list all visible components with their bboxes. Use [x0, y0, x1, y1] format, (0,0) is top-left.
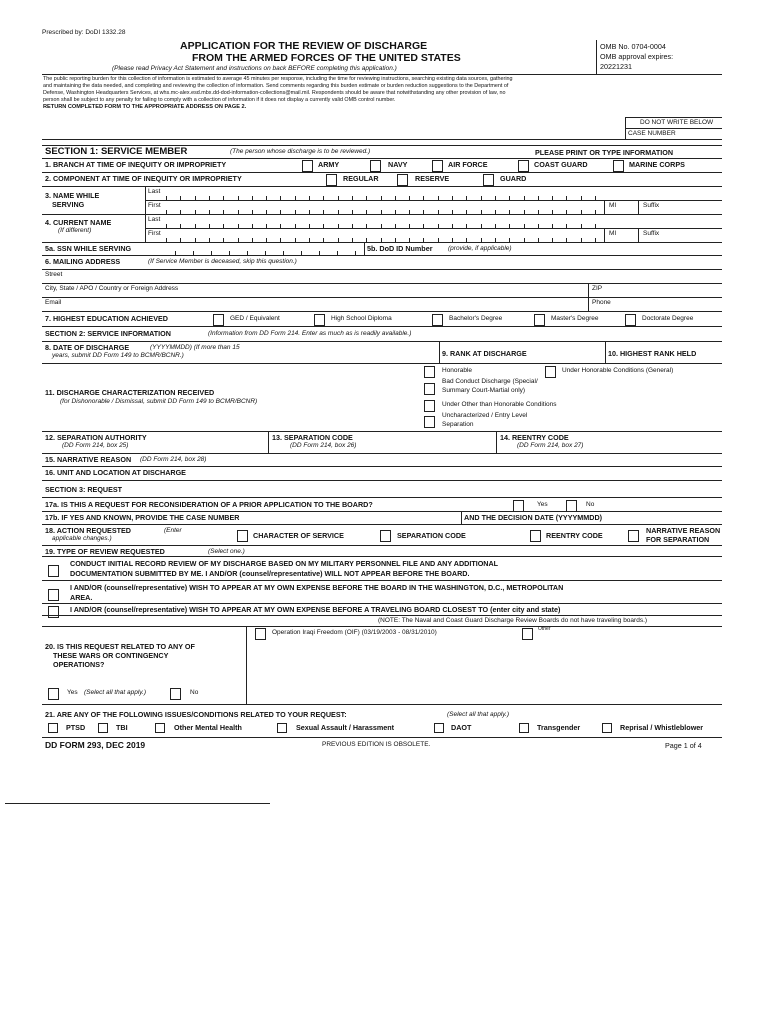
mi-suffix-divider [638, 200, 639, 214]
char-cell-tick [295, 210, 296, 214]
section-1-note: (The person whose discharge is to be reviewed.) [230, 148, 371, 155]
action-character-checkbox[interactable] [237, 530, 248, 542]
issue-daot-checkbox[interactable] [434, 723, 444, 733]
edu-doctorate-label: Doctorate Degree [642, 315, 694, 322]
char-cell-tick [481, 210, 482, 214]
edu-ged-label: GED / Equivalent [230, 315, 280, 322]
char-cell-tick [266, 238, 267, 242]
q20-label-1: 20. IS THIS REQUEST RELATED TO ANY OF [45, 642, 195, 651]
q5b-note: (provide, if applicable) [448, 245, 512, 252]
char-bcd-label-2: Summary Court-Martial only) [442, 387, 526, 394]
char-cell-tick [566, 238, 567, 242]
oif-checkbox[interactable] [255, 628, 266, 640]
page-number: Page 1 of 4 [665, 741, 702, 750]
q16-label: 16. UNIT AND LOCATION AT DISCHARGE [45, 468, 186, 477]
edu-highschool-label: High School Diploma [331, 315, 392, 322]
char-bcd-checkbox[interactable] [424, 383, 435, 395]
char-cell-tick [409, 196, 410, 200]
traveling-board-note: (NOTE: The Naval and Coast Guard Discharge Review Boards do not have traveling boards.) [378, 617, 648, 624]
char-cell-tick [538, 210, 539, 214]
omb-expiration-date: 20221231 [600, 62, 632, 71]
char-cell-tick [524, 196, 525, 200]
char-honorable-label: Honorable [442, 367, 472, 374]
issue-tbi-label: TBI [116, 723, 128, 732]
char-cell-tick [409, 210, 410, 214]
char-cell-tick [252, 224, 253, 228]
char-cell-tick [209, 238, 210, 242]
q17b-label: 17b. IF YES AND KNOWN, PROVIDE THE CASE NUMBER [45, 513, 240, 522]
char-cell-tick [395, 196, 396, 200]
char-cell-tick [195, 224, 196, 228]
q8-label: 8. DATE OF DISCHARGE [45, 343, 130, 352]
q3-last-label: Last [148, 188, 161, 195]
char-cell-tick [438, 224, 439, 228]
char-cell-tick [238, 210, 239, 214]
char-cell-tick [166, 224, 167, 228]
prescribed-by: Prescribed by: DoDI 1332.28 [42, 29, 126, 36]
char-cell-tick [423, 210, 424, 214]
char-cell-tick [438, 196, 439, 200]
char-cell-tick [481, 238, 482, 242]
action-narrative-checkbox[interactable] [628, 530, 639, 542]
char-cell-tick [238, 238, 239, 242]
char-cell-tick [323, 238, 324, 242]
char-unc-checkbox[interactable] [424, 416, 435, 428]
edu-highschool-checkbox[interactable] [314, 314, 325, 326]
char-cell-tick [452, 238, 453, 242]
q18-note-1: (Enter [164, 527, 182, 534]
char-cell-tick [223, 196, 224, 200]
char-cell-tick [166, 196, 167, 200]
edu-bachelor-checkbox[interactable] [432, 314, 443, 326]
q3-first-label: First [148, 202, 161, 209]
q1-label: 1. BRANCH AT TIME OF INEQUITY OR IMPROPRIETY [45, 160, 227, 169]
char-cell-tick [252, 196, 253, 200]
q4-last-label: Last [148, 216, 161, 223]
char-cell-tick [552, 238, 553, 242]
char-cell-tick [209, 210, 210, 214]
char-cell-tick [524, 238, 525, 242]
char-cell-tick [352, 224, 353, 228]
branch-navy-checkbox[interactable] [370, 160, 381, 172]
char-cell-tick [466, 210, 467, 214]
branch-airforce-checkbox[interactable] [432, 160, 443, 172]
char-cell-tick [566, 224, 567, 228]
city-label: City, State / APO / Country or Foreign Address [45, 285, 179, 292]
q4-mi-label: MI [609, 230, 617, 237]
q17a-no-label: No [586, 501, 595, 508]
component-regular-label: REGULAR [343, 174, 379, 183]
mi-suffix-divider [604, 200, 605, 214]
char-cell-tick [381, 238, 382, 242]
q9-label: 9. RANK AT DISCHARGE [442, 349, 527, 358]
q20-no-checkbox[interactable] [170, 688, 181, 700]
char-cell-tick [395, 224, 396, 228]
char-cell-tick [309, 224, 310, 228]
oif-label: Operation Iraqi Freedom (OIF) (03/19/2003 - 08/31/2010) [272, 629, 437, 636]
issue-ptsd-checkbox[interactable] [48, 723, 58, 733]
char-cell-tick [423, 224, 424, 228]
action-character-label: CHARACTER OF SERVICE [253, 531, 344, 540]
char-cell-tick [395, 210, 396, 214]
char-cell-tick [252, 238, 253, 242]
char-cell-tick [538, 238, 539, 242]
char-cell-tick [381, 210, 382, 214]
q3-label-1: 3. NAME WHILE [45, 191, 100, 200]
q3-mi-label: MI [609, 202, 617, 209]
edu-master-checkbox[interactable] [534, 314, 545, 326]
char-cell-tick [366, 210, 367, 214]
char-cell-tick [166, 210, 167, 214]
section-3-title: SECTION 3: REQUEST [45, 485, 123, 494]
other-operation-label: Other [538, 626, 551, 632]
burden-line-3: Defense, Washington Headquarters Services, at whs.mc-alex.esd.mbx.dd-dod-information-collections@mail.mil. Respondents should be aware that notwithstanding any other provision of law, no [43, 90, 506, 96]
char-cell-tick [466, 196, 467, 200]
q19-label: 19. TYPE OF REVIEW REQUESTED [45, 547, 165, 556]
component-reserve-label: RESERVE [415, 174, 450, 183]
char-cell-tick [495, 224, 496, 228]
char-general-label: Under Honorable Conditions (General) [562, 367, 674, 374]
mi-suffix-divider [604, 228, 605, 242]
q13-note: (DD Form 214, box 26) [290, 442, 357, 449]
char-cell-tick [524, 210, 525, 214]
char-cell-tick [366, 224, 367, 228]
email-label: Email [45, 299, 62, 306]
issue-reprisal-label: Reprisal / Whistleblower [620, 723, 704, 732]
issue-ptsd-label: PTSD [66, 723, 86, 732]
issue-mental-checkbox[interactable] [155, 723, 165, 733]
char-cell-tick [552, 224, 553, 228]
edu-bachelor-label: Bachelor's Degree [449, 315, 503, 322]
char-cell-tick [509, 210, 510, 214]
return-instructions: RETURN COMPLETED FORM TO THE APPROPRIATE ADDRESS ON PAGE 2. [43, 104, 247, 110]
branch-marines-checkbox[interactable] [613, 160, 624, 172]
section-2-note: (Information from DD Form 214. Enter as much as is readily available.) [208, 330, 412, 337]
char-cell-tick [195, 238, 196, 242]
q21-label: 21. ARE ANY OF THE FOLLOWING ISSUES/CONDITIONS RELATED TO YOUR REQUEST: [45, 710, 347, 719]
char-cell-tick [180, 210, 181, 214]
review-records-label-1: CONDUCT INITIAL RECORD REVIEW OF MY DISCHARGE BASED ON MY MILITARY PERSONNEL FILE AND ANY ADDITIONAL [70, 559, 499, 568]
char-cell-tick [338, 196, 339, 200]
component-regular-checkbox[interactable] [326, 174, 337, 186]
component-guard-checkbox[interactable] [483, 174, 494, 186]
q14-note: (DD Form 214, box 27) [517, 442, 584, 449]
char-cell-tick [481, 196, 482, 200]
issue-assault-label: Sexual Assault / Harassment [296, 723, 395, 732]
char-cell-tick [309, 196, 310, 200]
char-cell-tick [352, 210, 353, 214]
edu-doctorate-checkbox[interactable] [625, 314, 636, 326]
char-oth-checkbox[interactable] [424, 400, 435, 412]
char-cell-tick [595, 196, 596, 200]
char-cell-tick [495, 238, 496, 242]
q5a-label: 5a. SSN WHILE SERVING [45, 244, 132, 253]
section-1-title: SECTION 1: SERVICE MEMBER [45, 146, 188, 157]
char-cell-tick [595, 238, 596, 242]
q20-yes-label: Yes [67, 689, 78, 696]
char-cell-tick [180, 224, 181, 228]
q6-label: 6. MAILING ADDRESS [45, 257, 121, 266]
q20-label-3: OPERATIONS? [53, 660, 105, 669]
q20-label-2: THESE WARS OR CONTINGENCY [53, 651, 169, 660]
q3-label-2: SERVING [52, 200, 85, 209]
char-cell-tick [495, 210, 496, 214]
char-cell-tick [595, 210, 596, 214]
char-cell-tick [238, 224, 239, 228]
form-title-1: APPLICATION FOR THE REVIEW OF DISCHARGE [180, 40, 428, 52]
q11-label: 11. DISCHARGE CHARACTERIZATION RECEIVED [45, 388, 215, 397]
char-cell-tick [509, 224, 510, 228]
char-cell-tick [366, 238, 367, 242]
char-cell-tick [266, 210, 267, 214]
q6-note: (If Service Member is deceased, skip this question.) [148, 258, 297, 265]
char-cell-tick [581, 210, 582, 214]
char-cell-tick [323, 224, 324, 228]
char-cell-tick [209, 196, 210, 200]
char-cell-tick [338, 238, 339, 242]
char-cell-tick [509, 196, 510, 200]
char-cell-tick [180, 196, 181, 200]
edu-master-label: Master's Degree [551, 315, 599, 322]
action-narrative-label-1: NARRATIVE REASON [646, 526, 721, 535]
char-cell-tick [423, 238, 424, 242]
char-cell-tick [166, 238, 167, 242]
char-cell-tick [452, 210, 453, 214]
char-cell-tick [323, 196, 324, 200]
char-cell-tick [581, 196, 582, 200]
char-cell-tick [409, 224, 410, 228]
q12-note: (DD Form 214, box 25) [62, 442, 129, 449]
char-cell-tick [238, 196, 239, 200]
char-cell-tick [280, 224, 281, 228]
branch-airforce-label: AIR FORCE [448, 160, 488, 169]
burden-line-4: person shall be subject to any penalty for failing to comply with a collection of information if it does not display a currently valid OMB control number. [43, 97, 396, 103]
char-cell-tick [195, 196, 196, 200]
char-cell-tick [266, 196, 267, 200]
q11-note: (for Dishonorable / Dismissal, submit DD Form 149 to BCMR/BCNR) [60, 398, 258, 405]
char-cell-tick [524, 224, 525, 228]
char-cell-tick [338, 224, 339, 228]
q4-label-1: 4. CURRENT NAME [45, 218, 112, 227]
q2-label: 2. COMPONENT AT TIME OF INEQUITY OR IMPROPRIETY [45, 174, 242, 183]
q12-label: 12. SEPARATION AUTHORITY [45, 433, 147, 442]
char-general-checkbox[interactable] [545, 366, 556, 378]
q21-note: (Select all that apply.) [447, 711, 510, 718]
char-cell-tick [552, 210, 553, 214]
other-operation-checkbox[interactable] [522, 628, 533, 640]
action-sepcode-checkbox[interactable] [380, 530, 391, 542]
footnote-separator [5, 803, 270, 804]
q7-label: 7. HIGHEST EDUCATION ACHIEVED [45, 314, 168, 323]
q4-suffix-label: Suffix [643, 230, 660, 237]
component-guard-label: GUARD [500, 174, 527, 183]
form-title-2: FROM THE ARMED FORCES OF THE UNITED STATES [192, 52, 461, 64]
char-unc-label-2: Separation [442, 421, 474, 428]
omb-number: OMB No. 0704-0004 [600, 42, 666, 51]
char-cell-tick [266, 224, 267, 228]
char-cell-tick [295, 224, 296, 228]
review-dc-checkbox[interactable] [48, 589, 59, 601]
char-cell-tick [381, 224, 382, 228]
issue-tbi-checkbox[interactable] [98, 723, 108, 733]
review-traveling-label: I AND/OR (counsel/representative) WISH TO APPEAR AT MY OWN EXPENSE BEFORE A TRAVELING BOARD CLOSEST TO (enter city and state) [70, 605, 561, 614]
char-cell-tick [223, 210, 224, 214]
branch-army-label: ARMY [318, 160, 340, 169]
char-cell-tick [352, 196, 353, 200]
mi-suffix-divider [638, 228, 639, 242]
char-cell-tick [466, 238, 467, 242]
edition-note: PREVIOUS EDITION IS OBSOLETE. [322, 741, 431, 748]
char-cell-tick [223, 238, 224, 242]
omb-expiration-label: OMB approval expires: [600, 52, 674, 61]
char-cell-tick [452, 196, 453, 200]
issue-mental-label: Other Mental Health [174, 723, 242, 732]
char-cell-tick [180, 238, 181, 242]
char-cell-tick [509, 238, 510, 242]
issue-daot-label: DAOT [451, 723, 472, 732]
char-cell-tick [366, 196, 367, 200]
char-cell-tick [538, 224, 539, 228]
q3-suffix-label: Suffix [643, 202, 660, 209]
char-cell-tick [252, 210, 253, 214]
issue-transgender-checkbox[interactable] [519, 723, 529, 733]
q19-note: (Select one.) [208, 548, 245, 555]
char-cell-tick [581, 238, 582, 242]
review-dc-label-1: I AND/OR (counsel/representative) WISH TO APPEAR AT MY OWN EXPENSE BEFORE THE BOARD IN THE WASHINGTON, D.C., METROPOLITAN [70, 583, 564, 592]
q17a-label: 17a. IS THIS A REQUEST FOR RECONSIDERATION OF A PRIOR APPLICATION TO THE BOARD? [45, 500, 373, 509]
char-cell-tick [552, 196, 553, 200]
char-cell-tick [409, 238, 410, 242]
case-number-label: CASE NUMBER [628, 130, 676, 137]
char-cell-tick [280, 210, 281, 214]
q20-no-label: No [190, 689, 199, 696]
char-unc-label-1: Uncharacterized / Entry Level [442, 412, 528, 419]
char-cell-tick [295, 196, 296, 200]
q20-yes-checkbox[interactable] [48, 688, 59, 700]
q15-label: 15. NARRATIVE REASON [45, 455, 132, 464]
char-cell-tick [466, 224, 467, 228]
char-cell-tick [209, 224, 210, 228]
char-cell-tick [595, 224, 596, 228]
branch-army-checkbox[interactable] [302, 160, 313, 172]
char-honorable-checkbox[interactable] [424, 366, 435, 378]
char-cell-tick [438, 210, 439, 214]
q20-yes-note: (Select all that apply.) [84, 689, 147, 696]
char-oth-label: Under Other than Honorable Conditions [442, 401, 557, 408]
q5b-label: 5b. DoD ID Number [367, 244, 433, 253]
char-cell-tick [395, 238, 396, 242]
action-reentry-checkbox[interactable] [530, 530, 541, 542]
component-reserve-checkbox[interactable] [397, 174, 408, 186]
q18-note-2: applicable changes.) [52, 535, 112, 542]
char-cell-tick [309, 238, 310, 242]
char-cell-tick [280, 196, 281, 200]
char-cell-tick [438, 238, 439, 242]
branch-navy-label: NAVY [388, 160, 408, 169]
do-not-write-label: DO NOT WRITE BELOW [640, 119, 714, 126]
branch-coastguard-checkbox[interactable] [518, 160, 529, 172]
street-label: Street [45, 271, 63, 278]
char-cell-tick [495, 196, 496, 200]
char-cell-tick [566, 210, 567, 214]
char-cell-tick [352, 238, 353, 242]
q17a-yes-label: Yes [537, 501, 548, 508]
branch-marines-label: MARINE CORPS [629, 160, 685, 169]
action-sepcode-label: SEPARATION CODE [397, 531, 466, 540]
review-records-checkbox[interactable] [48, 565, 59, 577]
review-traveling-checkbox[interactable] [48, 606, 59, 618]
q15-note: (DD Form 214, box 28) [140, 456, 207, 463]
char-cell-tick [309, 210, 310, 214]
q13-label: 13. SEPARATION CODE [272, 433, 353, 442]
q4-first-label: First [148, 230, 161, 237]
burden-line-2: and maintaining the data needed, and completing and reviewing the collection of information. Send comments regarding this burden estimate or burden reduction suggestions to the Department of [43, 83, 509, 89]
section-2-title: SECTION 2: SERVICE INFORMATION [45, 329, 171, 338]
burden-line-1: The public reporting burden for this collection of information is estimated to average 45 minutes per response, including the time for reviewing instructions, searching existing data sources, gathering [43, 76, 513, 82]
issue-assault-checkbox[interactable] [277, 723, 287, 733]
q8-note-1: (YYYYMMDD) (If more than 15 [150, 344, 240, 351]
char-cell-tick [581, 224, 582, 228]
char-cell-tick [280, 238, 281, 242]
q14-label: 14. REENTRY CODE [500, 433, 569, 442]
print-type-note: PLEASE PRINT OR TYPE INFORMATION [535, 148, 674, 157]
form-subtitle: (Please read Privacy Act Statement and instructions on back BEFORE completing this application.) [112, 65, 397, 72]
q18-label: 18. ACTION REQUESTED [45, 526, 131, 535]
review-dc-label-2: AREA. [70, 593, 93, 602]
char-cell-tick [323, 210, 324, 214]
issue-reprisal-checkbox[interactable] [602, 723, 612, 733]
branch-coastguard-label: COAST GUARD [534, 160, 588, 169]
phone-label: Phone [592, 299, 611, 306]
char-cell-tick [452, 224, 453, 228]
review-records-label-2: DOCUMENTATION SUBMITTED BY ME. I AND/OR (counsel/representative) WILL NOT APPEAR BEFORE THE BOARD. [70, 569, 470, 578]
q10-label: 10. HIGHEST RANK HELD [608, 349, 697, 358]
q8-note-2: years, submit DD Form 149 to BCMR/BCNR.) [52, 352, 184, 359]
char-cell-tick [481, 224, 482, 228]
form-number: DD FORM 293, DEC 2019 [45, 740, 146, 750]
char-bcd-label-1: Bad Conduct Discharge (Special/ [442, 378, 538, 385]
edu-ged-checkbox[interactable] [213, 314, 224, 326]
char-cell-tick [538, 196, 539, 200]
action-reentry-label: REENTRY CODE [546, 531, 603, 540]
action-narrative-label-2: FOR SEPARATION [646, 535, 710, 544]
issue-transgender-label: Transgender [537, 723, 581, 732]
char-cell-tick [195, 210, 196, 214]
char-cell-tick [295, 238, 296, 242]
char-cell-tick [338, 210, 339, 214]
char-cell-tick [423, 196, 424, 200]
char-cell-tick [223, 224, 224, 228]
char-cell-tick [381, 196, 382, 200]
char-cell-tick [566, 196, 567, 200]
q4-label-2: (If different) [58, 227, 92, 234]
zip-label: ZIP [592, 285, 603, 292]
q17c-label: AND THE DECISION DATE (YYYYMMDD) [464, 513, 603, 522]
